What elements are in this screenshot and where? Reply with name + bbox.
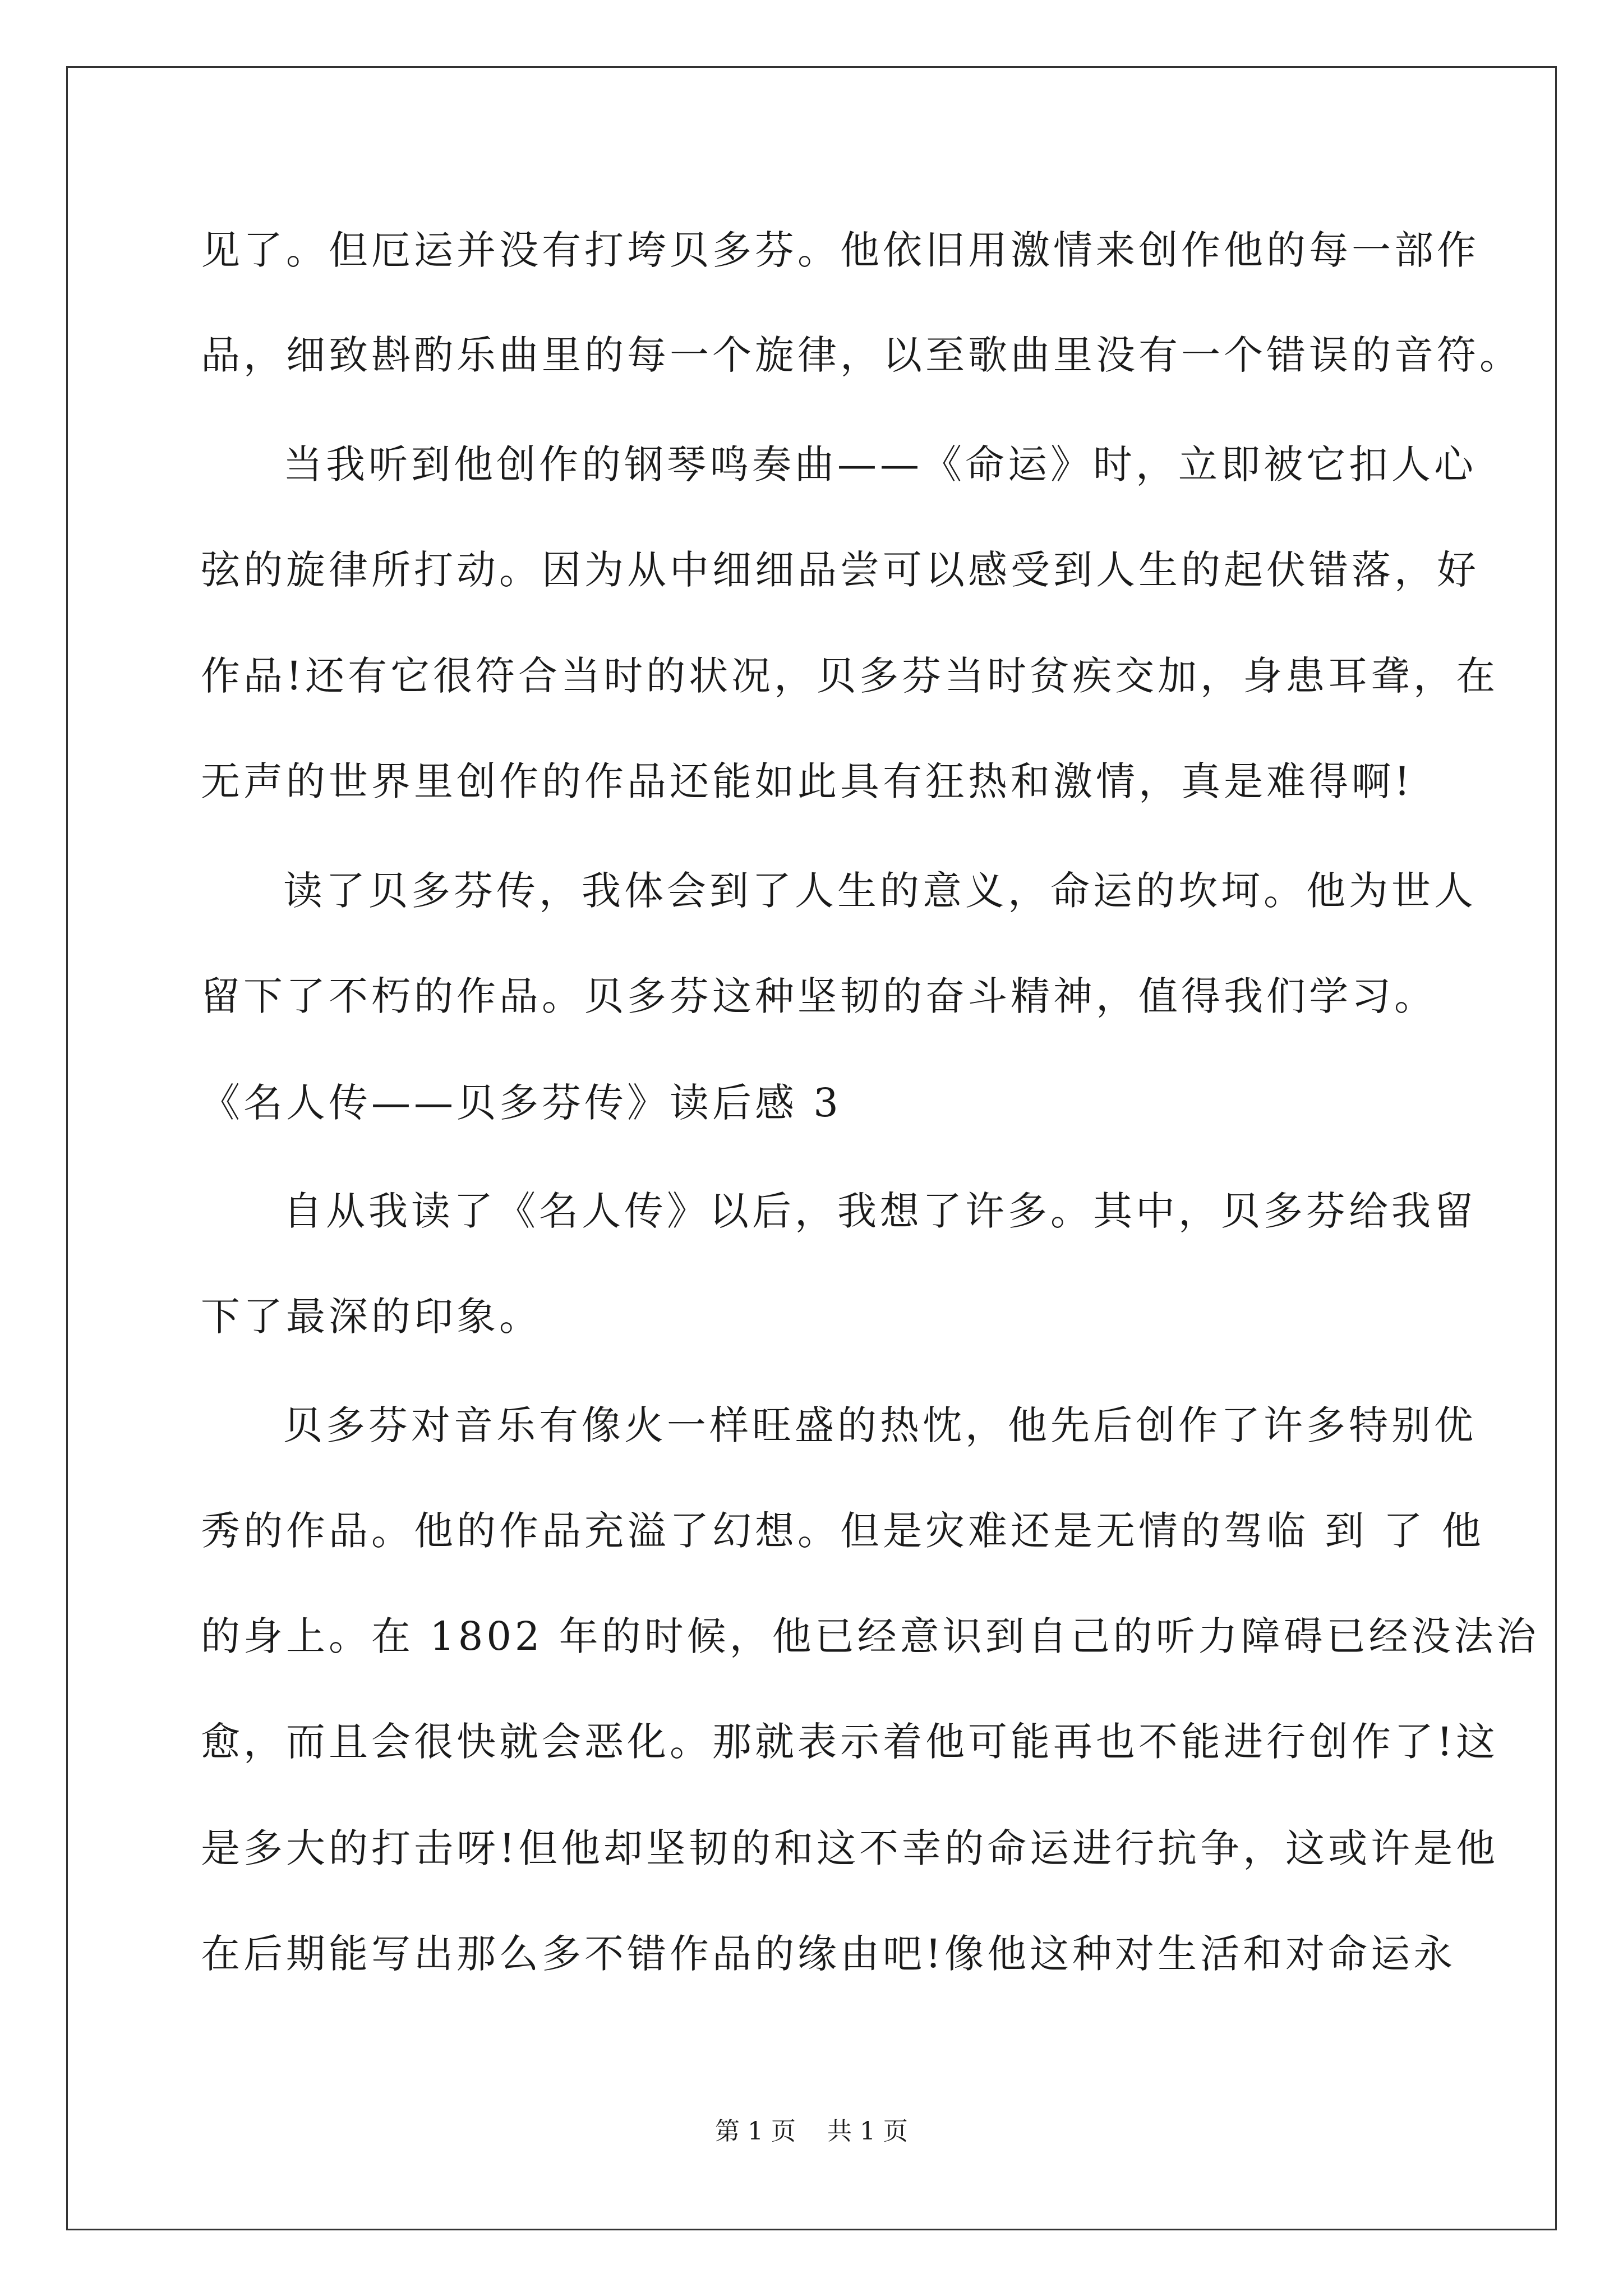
text-line: 秀的作品。他的作品充溢了幻想。但是灾难还是无情的驾临 到 了 他 <box>201 1508 1484 1554</box>
text-line: 愈，而且会很快就会恶化。那就表示着他可能再也不能进行创作了!这 <box>201 1719 1499 1765</box>
text-line: 无声的世界里创作的作品还能如此具有狂热和激情，真是难得啊! <box>201 758 1414 804</box>
text-line: 见了。但厄运并没有打垮贝多芬。他依旧用激情来创作他的每一部作 <box>201 227 1479 273</box>
page-frame <box>66 66 1557 2230</box>
page-number-footer: 第 1 页 共 1 页 <box>715 2117 908 2146</box>
text-line: 当我听到他创作的钢琴鸣奏曲——《命运》时，立即被它扣人心 <box>283 441 1477 487</box>
text-line: 留下了不朽的作品。贝多芬这种坚韧的奋斗精神，值得我们学习。 <box>201 973 1437 1019</box>
text-line: 贝多芬对音乐有像火一样旺盛的热忱，他先后创作了许多特别优 <box>283 1402 1477 1448</box>
text-line: 自从我读了《名人传》以后，我想了许多。其中，贝多芬给我留 <box>283 1188 1477 1234</box>
text-line: 弦的旋律所打动。因为从中细细品尝可以感受到人生的起伏错落，好 <box>201 547 1479 593</box>
section-heading: 《名人传——贝多芬传》读后感 3 <box>201 1080 842 1126</box>
text-line: 作品!还有它很符合当时的状况，贝多芬当时贫疾交加，身患耳聋，在 <box>201 653 1499 699</box>
text-line: 读了贝多芬传，我体会到了人生的意义，命运的坎坷。他为世人 <box>283 868 1477 914</box>
text-line: 在后期能写出那么多不错作品的缘由吧!像他这种对生活和对命运永 <box>201 1931 1456 1977</box>
text-line: 是多大的打击呀!但他却坚韧的和这不幸的命运进行抗争，这或许是他 <box>201 1825 1499 1871</box>
text-line: 品，细致斟酌乐曲里的每一个旋律，以至歌曲里没有一个错误的音符。 <box>201 332 1522 378</box>
text-line: 下了最深的印象。 <box>201 1294 542 1340</box>
text-line: 的身上。在 1802 年的时候，他已经意识到自己的听力障碍已经没法治 <box>201 1613 1539 1659</box>
